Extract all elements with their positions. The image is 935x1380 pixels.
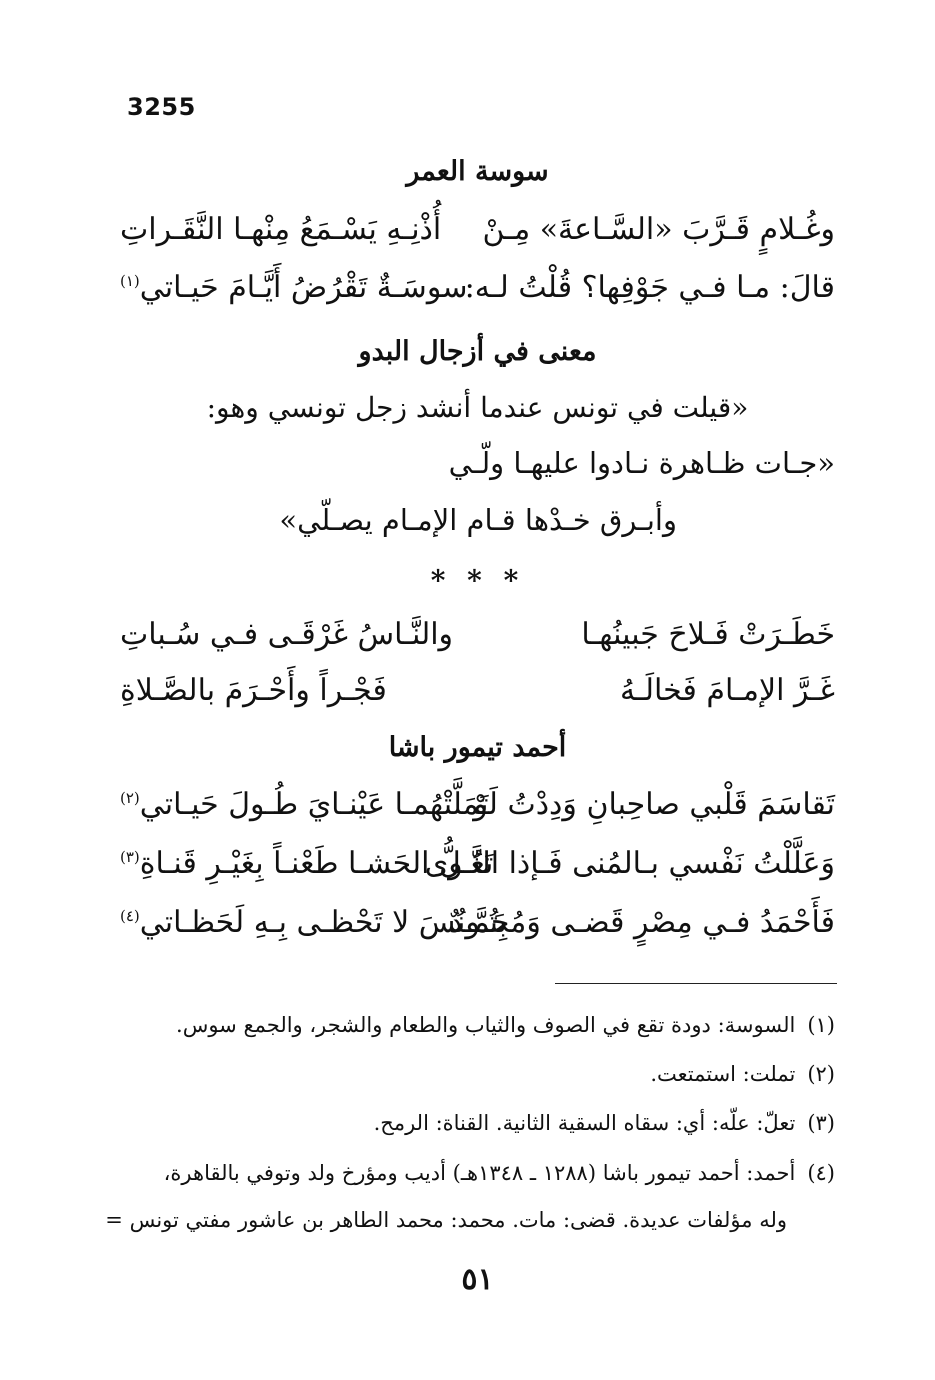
footnote — [120, 1106, 835, 1140]
footnote-divider — [555, 983, 837, 984]
verse-second-hemistich — [120, 207, 441, 253]
verse-first-hemistich: قالَ: مـا فـي جَوْفِها؟ قُلْتُ لـه: — [464, 270, 835, 305]
verse-text: تَمَلَّتْهُمـا عَيْنـايَ طُـولَ حَيـاتي — [139, 787, 489, 822]
verse-line — [120, 841, 835, 887]
verse-text: أُذْنِـهِ يَسْـمَعُ مِنْهـا النَّقَـراتِ — [120, 212, 442, 247]
footnote-text: تعلّ: علّه: أي: سقاه السقية الثانية. القناة: الرمح. — [373, 1111, 796, 1135]
intro-text: «قيلت في تونس عندما أنشد زجل تونسي وهو: — [206, 391, 749, 424]
verse-line — [120, 900, 835, 946]
verse-second-hemistich — [120, 265, 467, 311]
footnote-text: السوسة: دودة تقع في الصوف والثياب والطعام والشجر، والجمع سوس. — [176, 1013, 796, 1037]
verse-first-hemistich: وَعَلَّلْتُ نَفْسي بـالمُنى فَـإذا النَّـوى — [424, 846, 835, 881]
verse-text: تَعُـلُّ الحَشـا طَعْنـاً بِغَيْـرِ قَنـاةِ — [139, 846, 494, 881]
footnote — [120, 1057, 835, 1091]
footnote-marker: (٤) — [120, 907, 140, 925]
footnote-number: (٣) — [807, 1111, 835, 1135]
footnote — [120, 1008, 835, 1042]
footnote-number: (٢) — [807, 1062, 835, 1086]
zajal-line-1: «جـات ظـاهرة نـادوا عليهـا ولّـي — [448, 446, 835, 480]
verse-second-hemistich — [120, 900, 507, 946]
verse-second-hemistich — [120, 841, 493, 887]
verse-line — [120, 668, 835, 714]
footnote — [120, 1156, 835, 1190]
footnote-text: أحمد: أحمد تيمور باشا (١٢٨٨ ـ ١٣٤٨هـ) أديب ومؤرخ ولد وتوفي بالقاهرة، — [163, 1161, 796, 1185]
poem-title-ahmad-taymur: أحمد تيمور باشا — [388, 732, 567, 763]
verse-line — [120, 612, 835, 658]
section-title-zajal: معنى في أزجال البدو — [358, 336, 597, 367]
verse-first-hemistich: غَـرَّ الإمـامَ فَخالَـهُ — [620, 673, 835, 708]
footnote-text: وله مؤلفات عديدة. قضى: مات. محمد: محمد الطاهر بن عاشور مفتي تونس = — [105, 1208, 787, 1232]
verse-second-hemistich: فَجْـراً وأَحْـرَمَ بالصَّـلاةِ — [120, 673, 387, 708]
footnote-number: (٤) — [807, 1161, 835, 1185]
verse-line — [120, 207, 835, 253]
section-separator-stars: * * * — [430, 564, 525, 597]
page-code: 3255 — [127, 93, 196, 121]
footnote-continuation — [105, 1203, 787, 1237]
verse-text: بِتُـونُسَ لا تَحْظـى بِـهِ لَحَظـاتي — [139, 905, 508, 940]
verse-first-hemistich: خَطَـرَتْ فَـلاحَ جَبينُهـا — [581, 617, 835, 652]
verse-line — [120, 782, 835, 828]
verse-second-hemistich: والنَّـاسُ غَرْقَـى فـي سُـباتِ — [120, 617, 454, 652]
footnote-text: تملت: استمتعت. — [650, 1062, 796, 1086]
page-number: ٥١ — [461, 1262, 494, 1297]
poem-title-susat-al-umr: سوسة العمر — [406, 156, 549, 187]
footnote-marker: (٢) — [120, 789, 140, 807]
footnote-marker: (١) — [120, 272, 140, 290]
verse-first-hemistich: تَقاسَمَ قَلْبي صاحِبانِ وَدِدْتُ لَوْ — [473, 787, 835, 822]
footnote-number: (١) — [807, 1013, 835, 1037]
verse-text: سوسَـةٌ تَقْرُضُ أَيَّـامَ حَيـاتي — [139, 270, 468, 305]
verse-first-hemistich: وغُـلامٍ قَـرَّبَ «السَّـاعةَ» مِـنْ — [482, 212, 835, 247]
footnote-marker: (٣) — [120, 848, 140, 866]
verse-line — [120, 265, 835, 311]
verse-first-hemistich: فَأَحْمَدُ فـي مِصْرٍ قَضـى وَمُحَمَّـدٌ — [449, 905, 835, 940]
zajal-line-2: وأبـرق خـدْها قـام الإمـام يصـلّي» — [279, 503, 677, 537]
verse-second-hemistich — [120, 782, 488, 828]
